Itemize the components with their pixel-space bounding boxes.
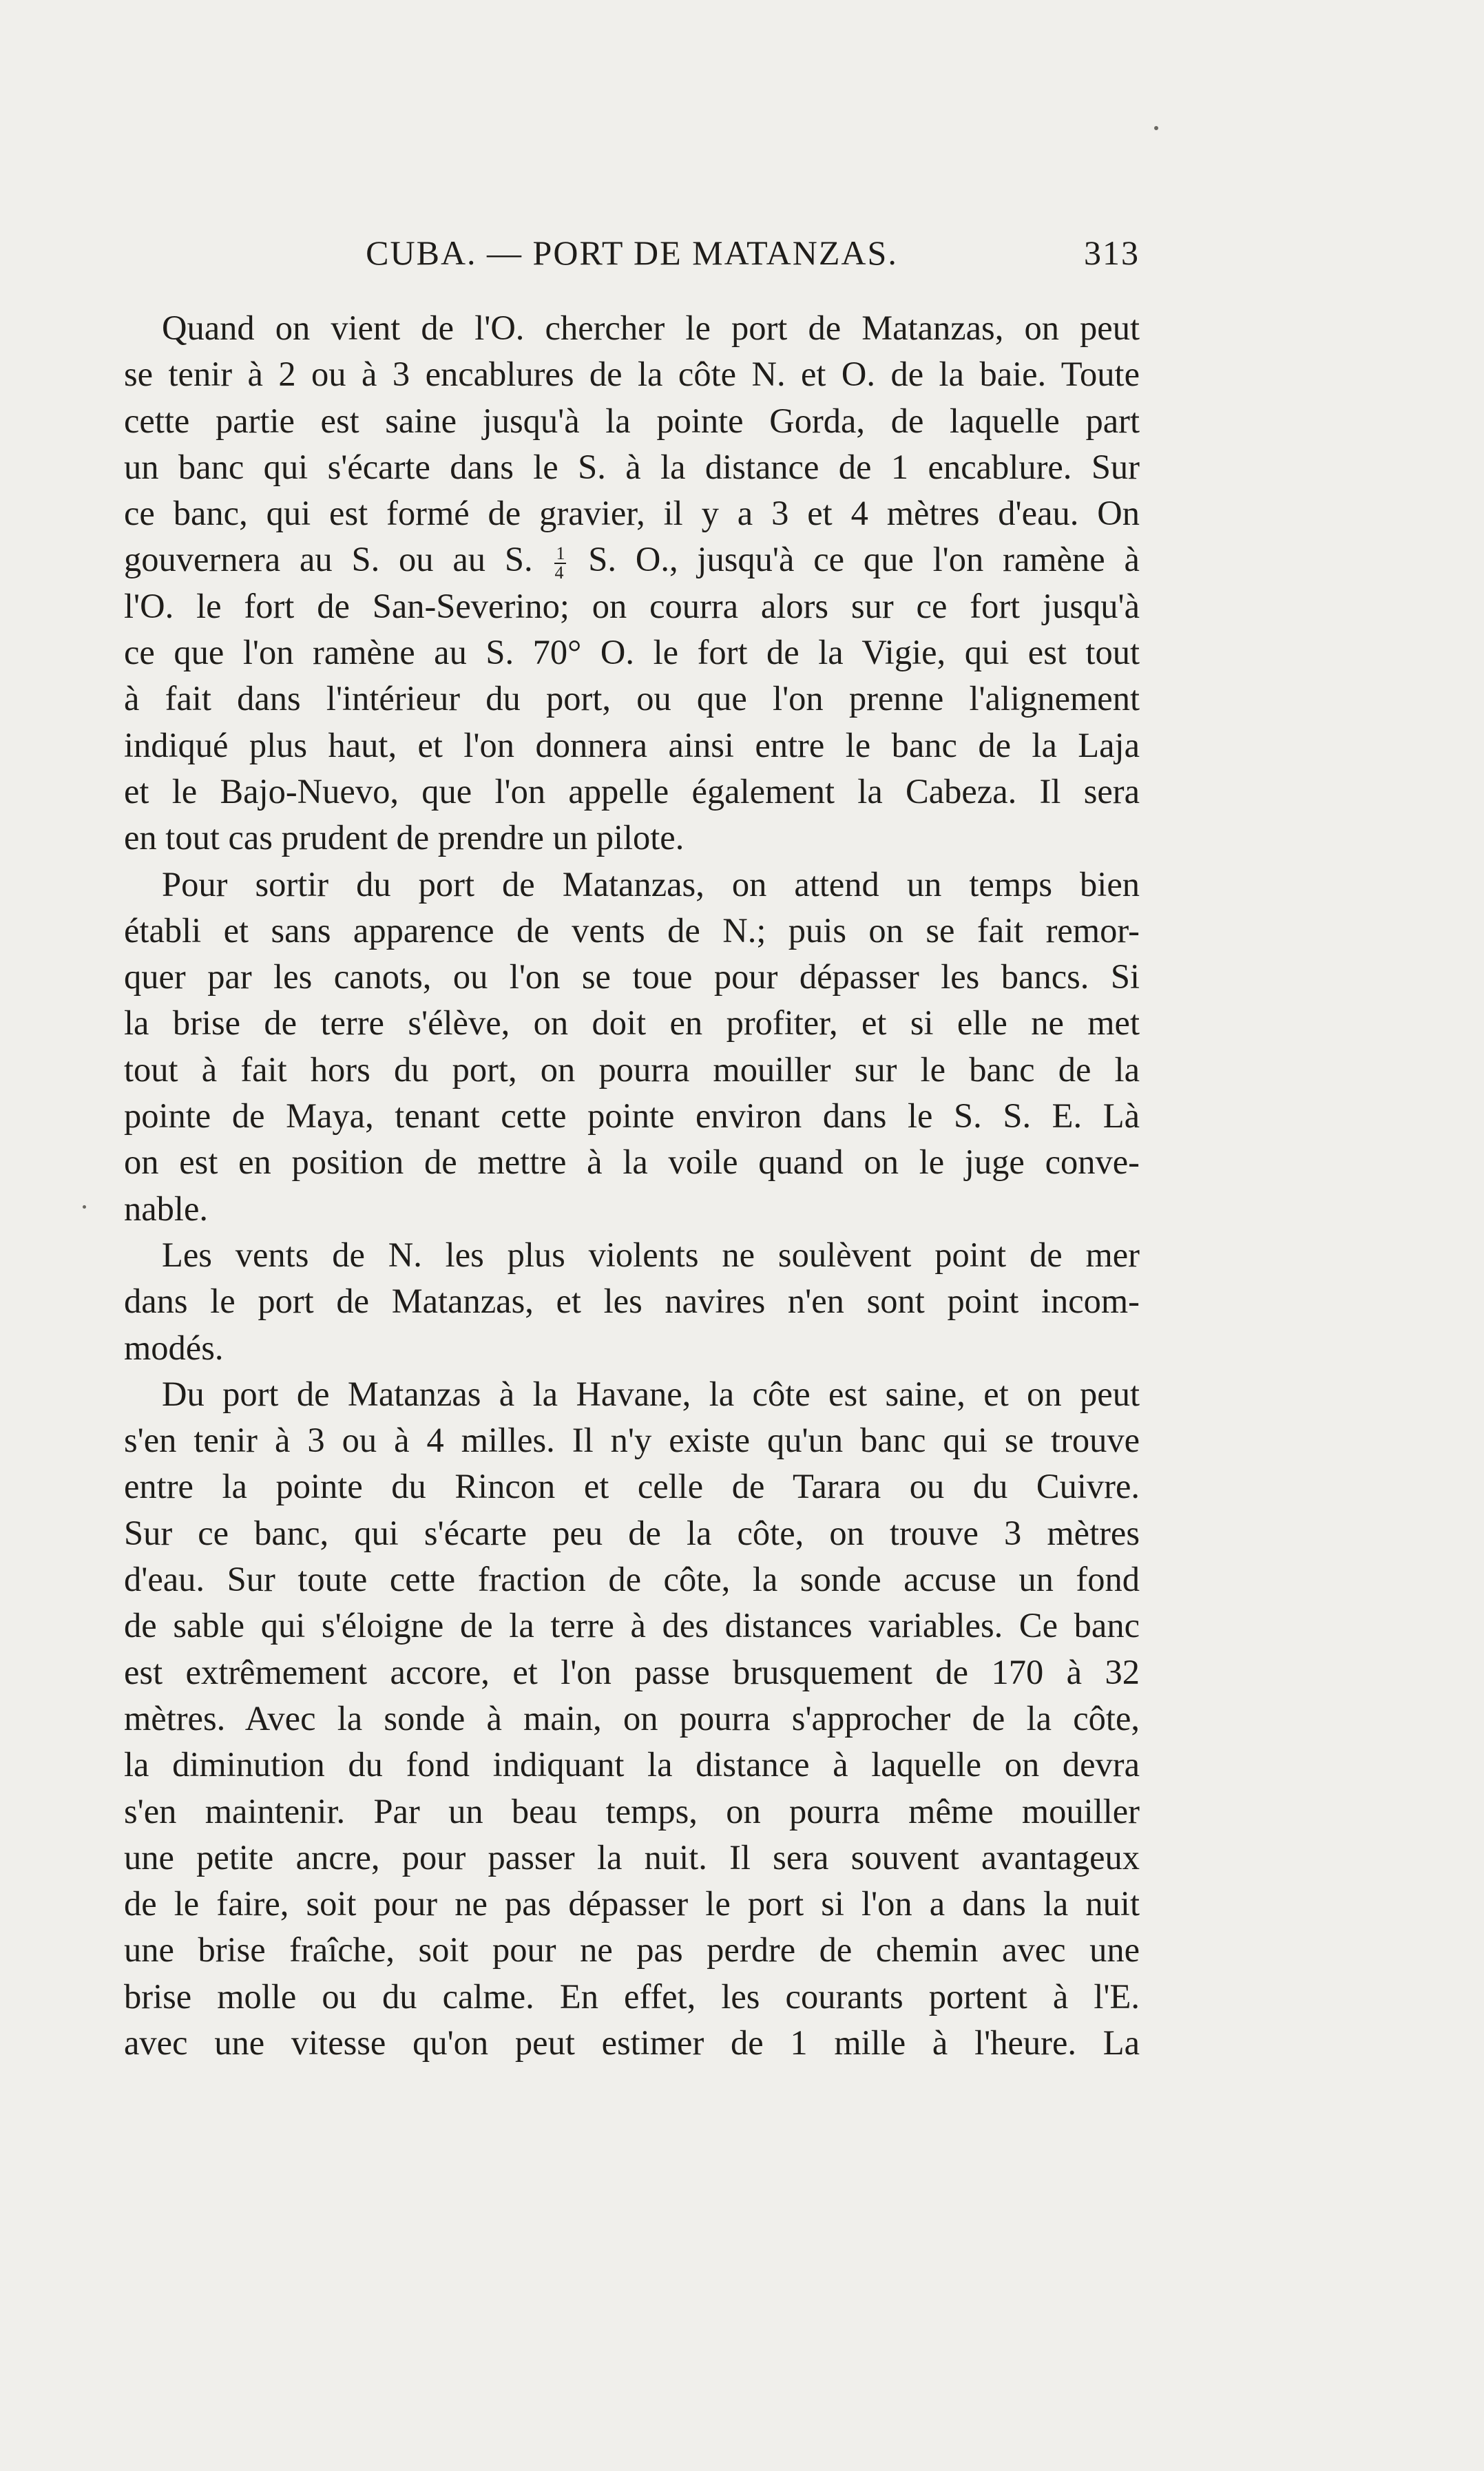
page-number: 313 [1084, 233, 1140, 272]
text-line: cette partie est saine jusqu'à la pointe Gorda, de laquelle part [124, 401, 1140, 440]
text-line: un banc qui s'écarte dans le S. à la distance de 1 encablure. Sur [124, 447, 1140, 486]
fraction-denominator: 4 [554, 562, 564, 583]
paragraph [124, 1371, 1140, 2066]
text-line: de sable qui s'éloigne de la terre à des distances variables. Ce banc [124, 1606, 1140, 1645]
text-line: à fait dans l'intérieur du port, ou que l'on prenne l'alignement [124, 679, 1140, 718]
text-line: l'O. le fort de San-Severino; on courra alors sur ce fort jusqu'à [124, 586, 1140, 625]
text-line: la diminution du fond indiquant la distance à laquelle on devra [124, 1745, 1140, 1784]
text-line: ce banc, qui est formé de gravier, il y a 3 et 4 mètres d'eau. On [124, 494, 1140, 533]
fraction-numerator: 1 [556, 543, 565, 563]
paragraph [124, 305, 1140, 862]
running-title: CUBA. — PORT DE MATANZAS. [366, 233, 898, 272]
fraction [554, 545, 566, 582]
paragraph [124, 862, 1140, 1232]
paragraph [124, 1232, 1140, 1371]
text-line: de le faire, soit pour ne pas dépasser le port si l'on a dans la nuit [124, 1884, 1140, 1923]
text-line: et le Bajo-Nuevo, que l'on appelle également la Cabeza. Il sera [124, 771, 1140, 811]
text-line: est extrêmement accore, et l'on passe brusquement de 170 à 32 [124, 1652, 1140, 1691]
text-line: s'en maintenir. Par un beau temps, on pourra même mouiller [124, 1791, 1140, 1831]
paper-speck [1154, 126, 1158, 130]
page-header [124, 233, 1140, 281]
text-line: Les vents de N. les plus violents ne soulèvent point de mer [162, 1235, 1140, 1274]
text-segment: gouvernera au S. ou au S. [124, 540, 552, 579]
text-line: tout à fait hors du port, on pourra mouiller sur le banc de la [124, 1050, 1140, 1089]
text-line: nable. [124, 1189, 208, 1228]
text-line: pointe de Maya, tenant cette pointe environ dans le S. S. E. Là [124, 1096, 1140, 1136]
text-line: on est en position de mettre à la voile quand on le juge conve- [124, 1143, 1140, 1182]
text-line: s'en tenir à 3 ou à 4 milles. Il n'y existe qu'un banc qui se trouve [124, 1421, 1140, 1460]
text-line: ce que l'on ramène au S. 70° O. le fort de la Vigie, qui est tout [124, 633, 1140, 672]
text-line: avec une vitesse qu'on peut estimer de 1 mille à l'heure. La [124, 2023, 1140, 2062]
text-line: dans le port de Matanzas, et les navires n'en sont point incom- [124, 1282, 1140, 1321]
text-line: en tout cas prudent de prendre un pilote. [124, 818, 684, 857]
text-line: la brise de terre s'élève, on doit en profiter, et si elle ne met [124, 1003, 1140, 1043]
text-line: une brise fraîche, soit pour ne pas perdre de chemin avec une [124, 1930, 1140, 1970]
text-line: Sur ce banc, qui s'écarte peu de la côte, on trouve 3 mètres [124, 1513, 1140, 1552]
text-line: d'eau. Sur toute cette fraction de côte, la sonde accuse un fond [124, 1560, 1140, 1599]
text-line: brise molle ou du calme. En effet, les courants portent à l'E. [124, 1977, 1140, 2016]
text-line: Du port de Matanzas à la Havane, la côte est saine, et on peut [162, 1374, 1140, 1413]
body-text [124, 305, 1140, 2066]
text-segment: S. O., jusqu'à ce que l'on ramène à [569, 540, 1140, 579]
text-line: quer par les canots, ou l'on se toue pour dépasser les bancs. Si [124, 957, 1140, 997]
text-line: établi et sans apparence de vents de N.; puis on se fait remor- [124, 910, 1140, 950]
text-line: mètres. Avec la sonde à main, on pourra s'approcher de la côte, [124, 1698, 1140, 1738]
text-line: une petite ancre, pour passer la nuit. Il sera souvent avantageux [124, 1837, 1140, 1877]
paper-speck [83, 1205, 86, 1209]
text-line: Pour sortir du port de Matanzas, on attend un temps bien [162, 864, 1140, 904]
text-line: entre la pointe du Rincon et celle de Tarara ou du Cuivre. [124, 1467, 1140, 1506]
text-line: modés. [124, 1328, 224, 1367]
text-line: se tenir à 2 ou à 3 encablures de la côte N. et O. de la baie. Toute [124, 355, 1140, 394]
text-line [124, 536, 1140, 583]
text-line: Quand on vient de l'O. chercher le port de Matanzas, on peut [162, 309, 1140, 347]
text-line: indiqué plus haut, et l'on donnera ainsi entre le banc de la Laja [124, 725, 1140, 764]
